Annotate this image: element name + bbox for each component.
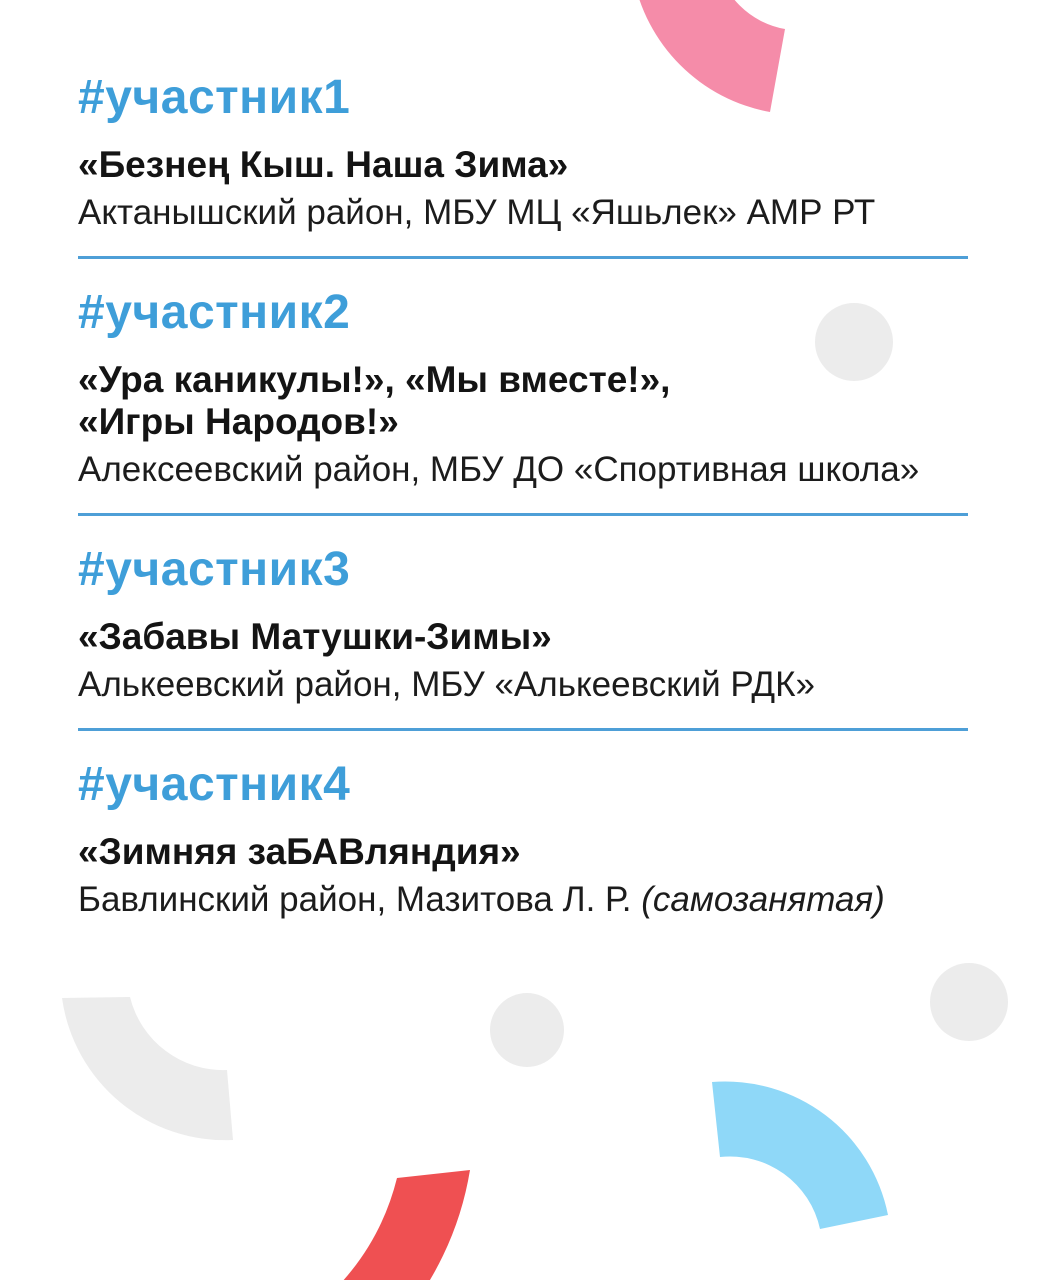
- participant-section-1: [78, 71, 970, 259]
- participant-3-detail: Алькеевский район, МБУ «Алькеевский РДК»: [78, 665, 815, 704]
- section-divider: [78, 728, 968, 731]
- participant-4-title: [78, 831, 970, 873]
- participant-section-4: [78, 758, 970, 921]
- section-divider: [78, 513, 968, 516]
- participant-3-title-line: «Забавы Матушки-Зимы»: [78, 616, 552, 657]
- gray-circle-bottom-right-decoration: [930, 963, 1008, 1041]
- participant-3-title: [78, 616, 970, 658]
- gray-circle-bottom-center-decoration: [490, 993, 564, 1067]
- participant-1-hashtag: #участник1: [78, 71, 351, 124]
- participant-4-title-line: «Зимняя заБАВляндия»: [78, 831, 521, 872]
- participant-section-3: [78, 543, 970, 731]
- participant-2-title: [78, 359, 970, 443]
- participant-2-hashtag: #участник2: [78, 286, 351, 339]
- gray-arc-bottom-left-decoration: [62, 997, 233, 1140]
- participant-3-hashtag: #участник3: [78, 543, 351, 596]
- participant-2-title-line: «Игры Народов!»: [78, 401, 399, 442]
- participant-1-detail: Актанышский район, МБУ МЦ «Яшьлек» АМР РТ: [78, 193, 876, 232]
- participant-1-title: [78, 144, 970, 186]
- section-divider: [78, 256, 968, 259]
- participant-section-2: [78, 286, 970, 516]
- participants-list: [78, 71, 970, 943]
- participant-4-hashtag: #участник4: [78, 758, 351, 811]
- participant-4-detail: Бавлинский район, Мазитова Л. Р. (самозанятая): [78, 880, 885, 919]
- participant-1-title-line: «Безнең Кыш. Наша Зима»: [78, 144, 569, 185]
- blue-arc-bottom-right-decoration: [712, 1081, 888, 1229]
- participant-2-detail: Алексеевский район, МБУ ДО «Спортивная школа»: [78, 450, 920, 489]
- red-arc-bottom-decoration: [341, 1170, 470, 1280]
- participant-2-title-line: «Ура каникулы!», «Мы вместе!»,: [78, 359, 671, 400]
